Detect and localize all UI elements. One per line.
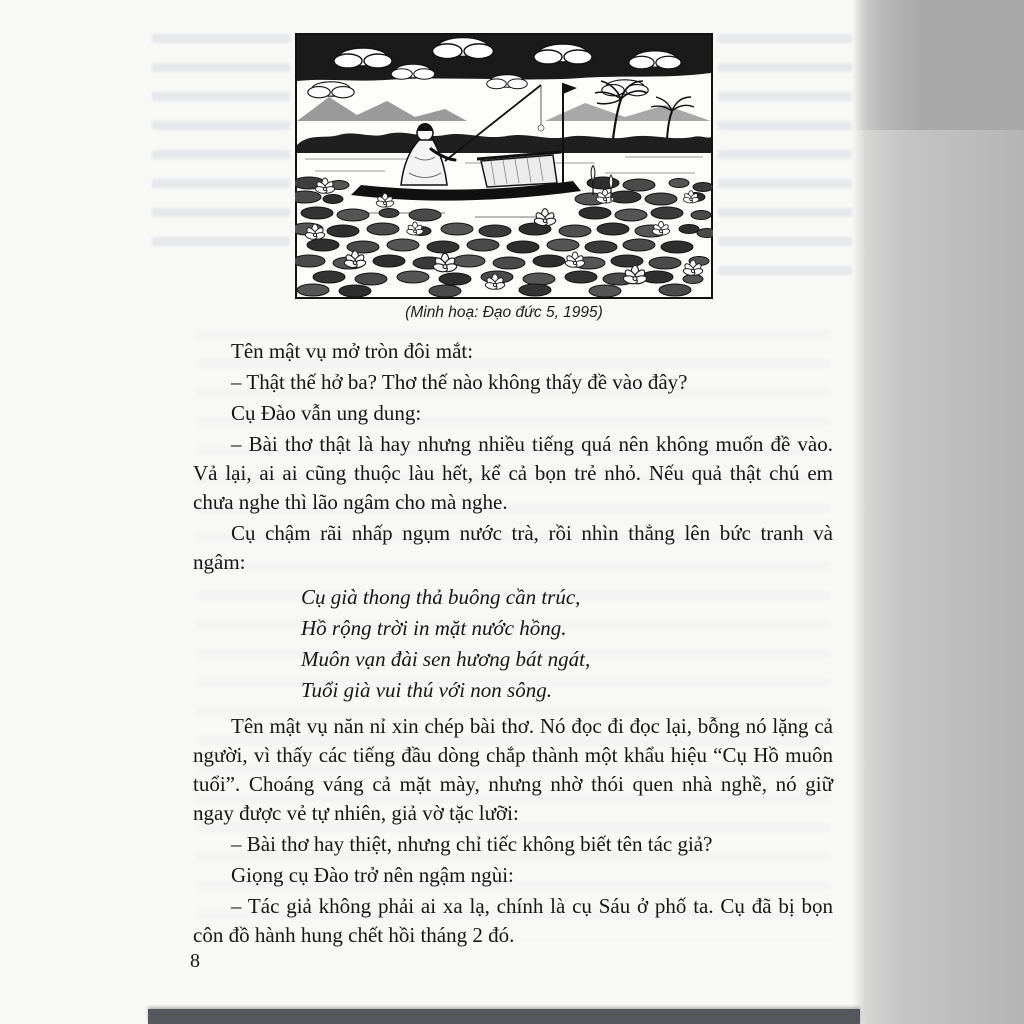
scan-background-bottom (148, 1009, 860, 1024)
paragraph: Tên mật vụ năn nỉ xin chép bài thơ. Nó đọc đi đọc lại, bỗng nó lặng cả người, vì thấy các tiếng đầu dòng chắp thành một khẩu hiệu “Cụ Hồ muôn tuổi”. Choáng váng cả mặt mày, nhưng nhờ thói quen nhà nghề, nó giữ ngay được vẻ tự nhiên, giả vờ tặc lưỡi: (193, 714, 833, 825)
dialogue-paragraph: – Bài thơ thật là hay nhưng nhiều tiếng quá nên không muốn đề vào. Vả lại, ai ai cũng thuộc làu hết, kể cả bọn trẻ nhỏ. Nếu quả thật chú em chưa nghe thì lão ngâm cho mà nghe. (193, 432, 833, 514)
paragraph: Cụ chậm rãi nhấp ngụm nước trà, rồi nhìn thẳng lên bức tranh và ngâm: (193, 521, 833, 574)
illustration-caption: (Minh hoạ: Đạo đức 5, 1995) (405, 304, 603, 321)
ink-bleed-through (718, 34, 852, 284)
scan-background-right-top (852, 0, 1024, 130)
dialogue-line: – Bài thơ hay thiệt, nhưng chỉ tiếc không biết tên tác giả? (231, 832, 713, 856)
ink-bleed-through (152, 34, 290, 254)
poem-line: Tuổi già vui thú với non sông. (301, 678, 552, 702)
page-number: 8 (190, 950, 200, 972)
paragraph: Giọng cụ Đào trở nên ngậm ngùi: (231, 863, 514, 887)
fisherman-lotus-pond-illustration (295, 33, 713, 299)
poem-line: Hồ rộng trời in mặt nước hồng. (301, 616, 567, 640)
poem-line: Muôn vạn đài sen hương bát ngát, (301, 647, 591, 671)
paragraph: Cụ Đào vẫn ung dung: (231, 401, 422, 425)
poem (301, 582, 833, 706)
scan-background-right (852, 0, 1024, 1024)
page-text (193, 337, 833, 952)
poem-line: Cụ già thong thả buông cần trúc, (301, 585, 581, 609)
paragraph: Tên mật vụ mở tròn đôi mắt: (231, 339, 474, 363)
illustration-figure (295, 33, 713, 299)
dialogue-paragraph: – Tác giả không phải ai xa lạ, chính là cụ Sáu ở phố ta. Cụ đã bị bọn côn đồ hành hung chết hồi tháng 2 đó. (193, 894, 833, 947)
dialogue-line: – Thật thế hở ba? Thơ thế nào không thấy đề vào đây? (231, 370, 688, 394)
